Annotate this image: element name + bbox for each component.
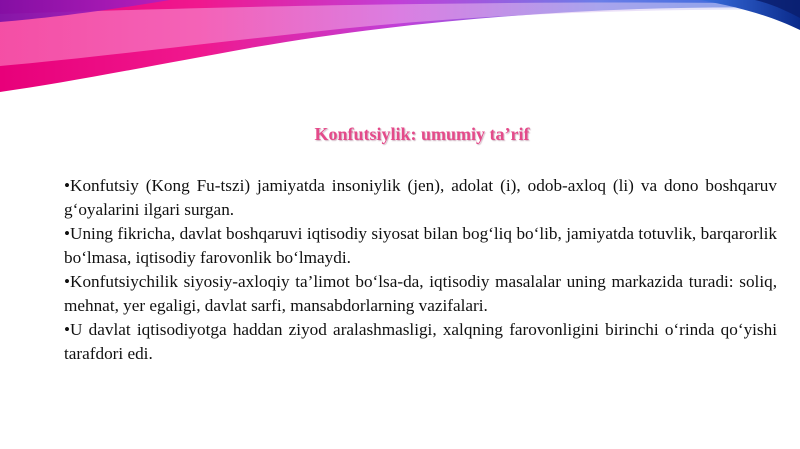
list-item-text: U davlat iqtisodiyotga haddan ziyod aralashmasligi, xalqning farovonligini birinchi o‘rinda qo‘yishi tarafdori edi. <box>64 320 777 363</box>
list-item-text: Konfutsiychilik siyosiy-axloqiy ta’limot bo‘lsa-da, iqtisodiy masalalar uning markazida turadi: soliq, mehnat, yer egaligi, davlat sarfi, mansabdorlarning vazifalari. <box>64 272 777 315</box>
list-item <box>64 318 777 366</box>
list-item-text: Konfutsiy (Kong Fu-tszi) jamiyatda insoniylik (jen), adolat (i), odob-axloq (li) va dono boshqaruv g‘oyalarini ilgari surgan. <box>64 176 777 219</box>
list-item <box>64 270 777 318</box>
bullet-icon: • <box>64 272 71 291</box>
bullet-icon: • <box>64 176 71 195</box>
slide-title: Konfutsiylik: umumiy ta’rif <box>314 124 530 144</box>
list-item-text: Uning fikricha, davlat boshqaruvi iqtisodiy siyosat bilan bog‘liq bo‘lib, jamiyatda totuvlik, barqarorlik bo‘lmasa, iqtisodiy farovonlik bo‘lmaydi. <box>64 224 777 267</box>
bullet-icon: • <box>64 224 71 243</box>
list-item <box>64 222 777 270</box>
list-item <box>64 174 777 222</box>
bullet-list <box>64 174 777 366</box>
bullet-icon: • <box>64 320 71 339</box>
decorative-banner <box>0 0 800 110</box>
